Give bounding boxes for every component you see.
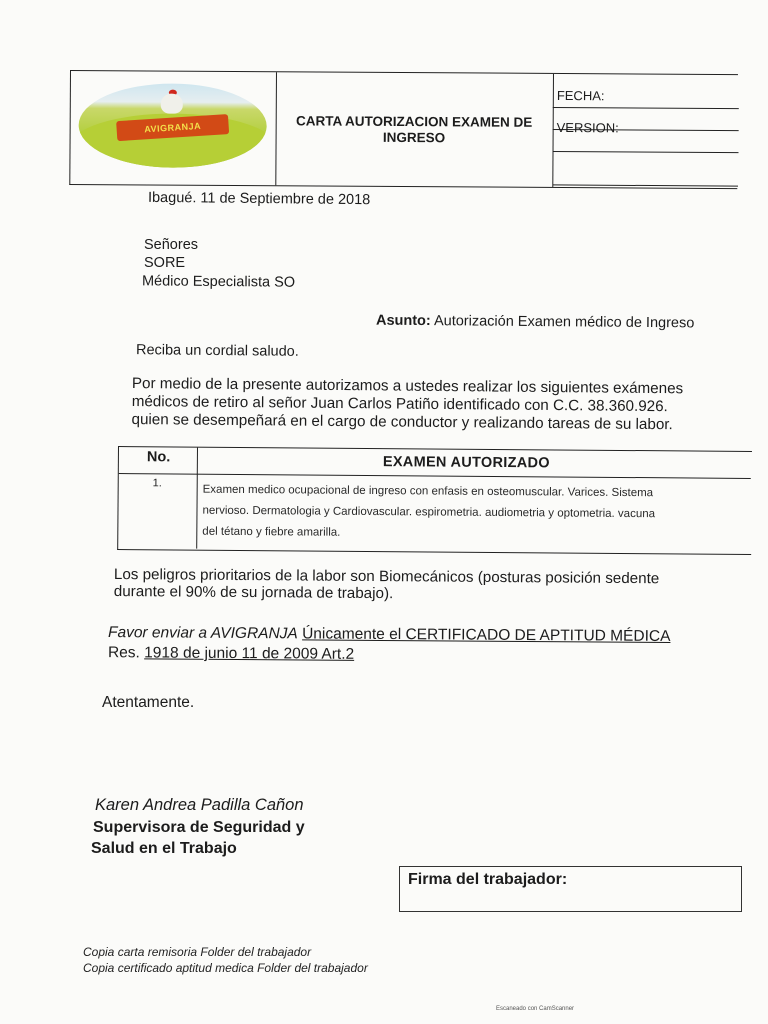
document-header	[69, 70, 738, 189]
exam-header-no: No.	[146, 449, 171, 466]
signer-role-line-1: Supervisora de Seguridad y	[93, 819, 305, 836]
meta-blank-row	[553, 130, 739, 153]
exam-table	[117, 446, 752, 555]
request-line: Favor enviar a AVIGRANJA Únicamente el CERTIFICADO DE APTITUD MÉDICA	[107, 624, 671, 645]
recipient-line-1: Señores	[144, 237, 199, 253]
signer-name: Karen Andrea Padilla Cañon	[95, 796, 304, 814]
recipient-line-3: Médico Especialista SO	[141, 273, 296, 291]
logo-cell	[70, 71, 277, 185]
company-logo	[78, 83, 267, 168]
risks-paragraph: Los peligros prioritarios de la labor son Biomecánicos (posturas posición sedente durante el 90% de su jornada de trabajo).	[113, 566, 660, 603]
resolution-line: Res. 1918 de junio 11 de 2009 Art.2	[107, 644, 355, 663]
subject-line	[376, 313, 694, 333]
exam-header-exam: EXAMEN AUTORIZADO	[382, 454, 550, 472]
copy-line-2: Copia certificado aptitud medica Folder del trabajador	[83, 961, 368, 975]
signer-role-line-2: Salud en el Trabajo	[91, 840, 237, 857]
recipient-line-2: SORE	[144, 255, 186, 271]
subject-text: Autorización Examen médico de Ingreso	[433, 313, 695, 332]
scanner-watermark: Escaneado con CamScanner	[496, 1006, 575, 1012]
authorization-paragraph: Por medio de la presente autorizamos a ustedes realizar los siguientes exámenes médicos de retiro al señor Juan Carlos Patiño identificado con C.C. 38.360.926. quien se desempeñará en el cargo de conductor y realizando tareas de su labor.	[131, 375, 684, 434]
version-field: VERSION:	[553, 108, 739, 131]
exam-row-number: 1.	[152, 477, 162, 490]
chicken-icon	[161, 94, 183, 114]
exam-row-description: Examen medico ocupacional de ingreso con enfasis en osteomuscular. Varices. Sistema nervioso. Dermatologia y Cardiovascular. espirometria. audiometria y optometria. vacuna del tétano y fiebre amarilla.	[202, 483, 656, 539]
certificate-highlight: Únicamente el CERTIFICADO DE APTITUD MÉDICA	[302, 625, 671, 645]
closing: Atentamente.	[102, 694, 195, 711]
resolution-reference: 1918 de junio 11 de 2009 Art.2	[144, 644, 355, 663]
copy-line-1: Copia carta remisoria Folder del trabajador	[83, 945, 312, 959]
place-date: Ibagué. 11 de Septiembre de 2018	[147, 189, 371, 209]
logo-text: AVIGRANJA	[116, 114, 229, 141]
subject-label: Asunto:	[375, 312, 431, 330]
document-title: CARTA AUTORIZACION EXAMEN DE INGRESO	[296, 112, 533, 145]
worker-signature-box	[399, 866, 742, 912]
meta-cell	[552, 74, 739, 188]
worker-signature-label: Firma del trabajador:	[408, 871, 568, 888]
title-cell	[275, 72, 554, 187]
fecha-field: FECHA:	[553, 88, 739, 109]
greeting: Reciba un cordial saludo.	[135, 342, 299, 360]
